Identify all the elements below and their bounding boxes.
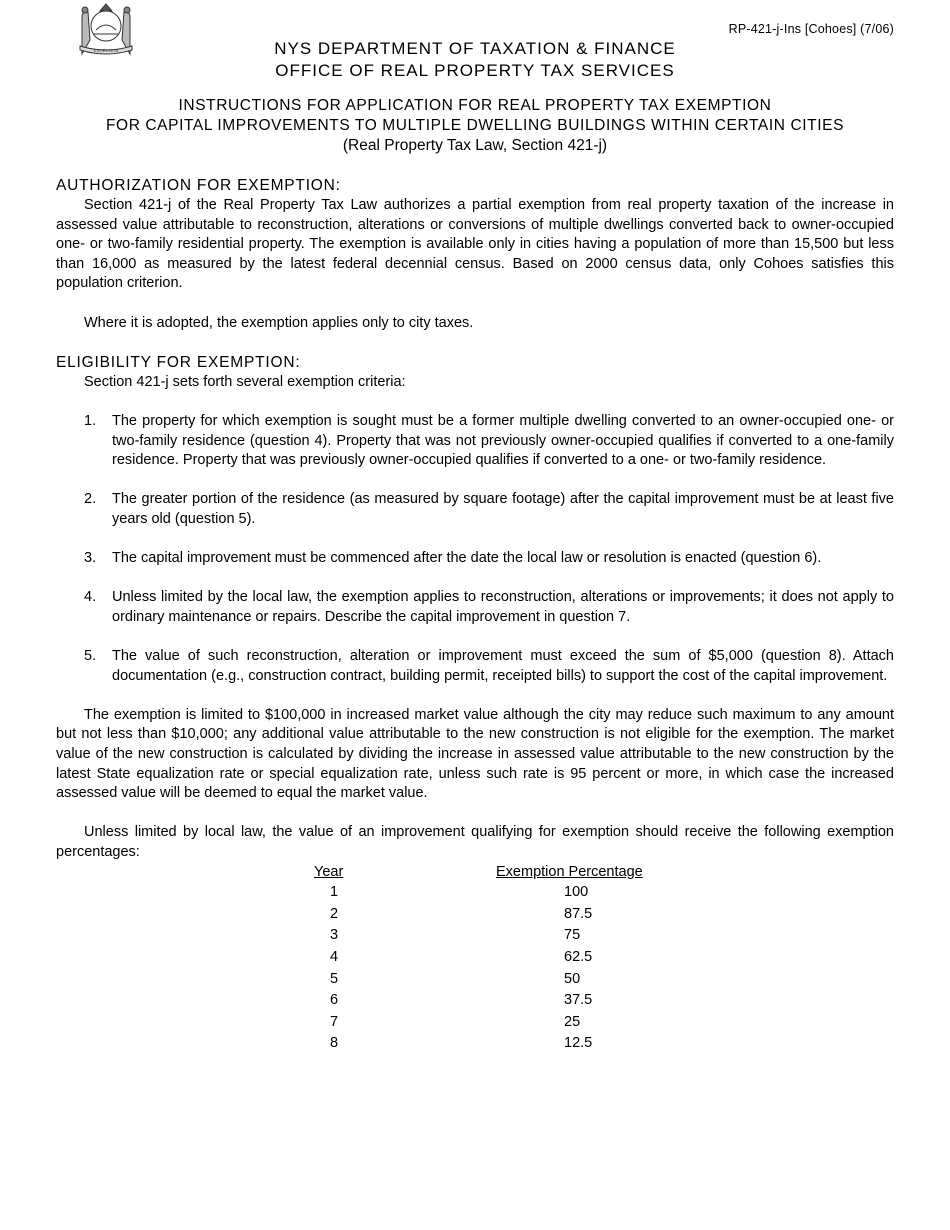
list-item: 2. The greater portion of the residence (as measured by square footage) after the capital improvement must be at least five years old (question 5).: [84, 491, 894, 527]
schedule-intro: Unless limited by local law, the value of an improvement qualifying for exemption should receive the following exemption percentages:: [56, 824, 894, 860]
list-item: 3. The capital improvement must be commenced after the date the local law or resolution is enacted (question 6).: [84, 550, 822, 567]
list-item: 1. The property for which exemption is sought must be a former multiple dwelling converted to an owner-occupied one- or two-family residence (question 4). Property that was not previously owner-occupied qualifies if converted to a one-family residence. Property that was previously owner-occupied qualifies if converted to a one- or two-family residence.: [84, 412, 894, 469]
table-row: 5 50: [329, 970, 581, 987]
list-item: 5. The value of such reconstruction, alteration or improvement must exceed the sum of $5,000 (question 8). Attach documentation (e.g., construction contract, building permit, receipted bills) to support the cost of the capital improvement.: [84, 648, 894, 684]
office-name: OFFICE OF REAL PROPERTY TAX SERVICES: [275, 61, 675, 80]
table-row: 1 100: [329, 884, 589, 901]
exemption-limit-paragraph: The exemption is limited to $100,000 in increased market value although the city may reduce such maximum to any amount but not less than $10,000; any additional value attributable to the new construction is not eligible for the exemption. The market value of the new construction is calculated by dividing the increase in assessed value attributable to the new construction by the latest State equalization rate or special equalization rate, unless such rate is 95 percent or more, in which case the increased assessed value will be deemed to equal the market value.: [56, 706, 894, 802]
table-row: 6 37.5: [329, 992, 593, 1009]
seal-motto: EXCELSIOR: [93, 48, 119, 53]
year-column-header: Year: [314, 863, 344, 880]
agency-name: NYS DEPARTMENT OF TAXATION & FINANCE: [274, 39, 676, 58]
exemption-schedule-table: [314, 863, 643, 1055]
eligibility-intro: Section 421-j sets forth several exemption criteria:: [84, 373, 406, 390]
authorization-paragraph: Section 421-j of the Real Property Tax Law authorizes a partial exemption from real property taxation of the increase in assessed value attributable to reconstruction, alterations or conversions of multiple dwellings converted back to owner-occupied one- or two-family residential property. The exemption is available only in cities having a population of more than 15,500 but less than 16,000 as measured by the latest federal decennial census. Based on 2000 census data, only Cohoes satisfies this population criterion.: [56, 197, 894, 292]
doc-title-line3: (Real Property Tax Law, Section 421-j): [342, 137, 608, 154]
doc-title-line1: INSTRUCTIONS FOR APPLICATION FOR REAL PROPERTY TAX EXEMPTION: [178, 97, 772, 114]
eligibility-heading: ELIGIBILITY FOR EXEMPTION:: [56, 353, 301, 371]
table-row: 8 12.5: [329, 1035, 593, 1052]
doc-title-line2: FOR CAPITAL IMPROVEMENTS TO MULTIPLE DWELLING BUILDINGS WITHIN CERTAIN CITIES: [105, 117, 845, 134]
document-body: [56, 176, 894, 1055]
form-id: RP-421-j-Ins [Cohoes] (7/06): [728, 22, 894, 36]
city-taxes-paragraph: Where it is adopted, the exemption applies only to city taxes.: [84, 314, 474, 331]
table-row: 4 62.5: [329, 948, 593, 965]
percentage-column-header: Exemption Percentage: [496, 863, 643, 880]
table-row: 7 25: [329, 1013, 581, 1030]
criteria-list: [56, 412, 894, 686]
table-row: 3 75: [329, 927, 581, 944]
table-row: 2 87.5: [329, 905, 593, 922]
authorization-heading: AUTHORIZATION FOR EXEMPTION:: [56, 177, 341, 194]
list-item: 4. Unless limited by the local law, the exemption applies to reconstruction, alterations or improvements; it does not apply to ordinary maintenance or repairs. Describe the capital improvement in question 7.: [84, 589, 894, 625]
